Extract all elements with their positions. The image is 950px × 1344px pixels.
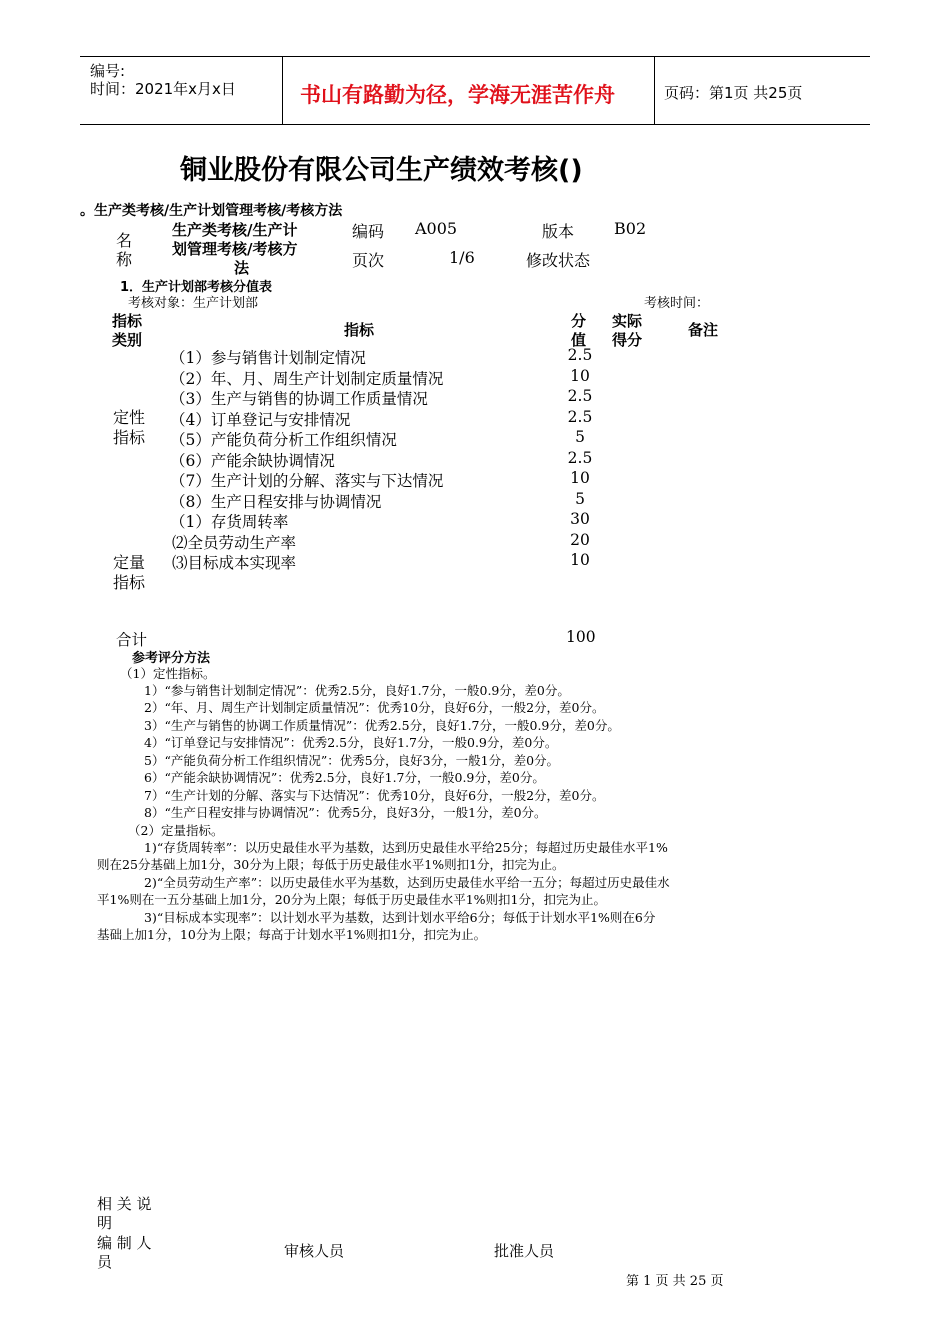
method-qualitative-item: 3）“生产与销售的协调工作质量情况”：优秀2.5分，良好1.7分，一般0.9分，差0分。 — [144, 718, 620, 733]
table-row-name: （4）订单登记与安排情况 — [170, 411, 351, 429]
approver-label: 批准人员 — [494, 1242, 555, 1260]
assessment-time-label: 考核时间： — [644, 296, 710, 311]
meta-code-label: 编码 — [352, 222, 385, 241]
method-qualitative-item: 1）“参与销售计划制定情况”：优秀2.5分，良好1.7分，一般0.9分，差0分。 — [144, 683, 570, 698]
table-row-name: （1）参与销售计划制定情况 — [170, 349, 366, 367]
related-notes-label-2: 明 — [97, 1214, 113, 1232]
method-quantitative-item-line2: 平1%则在一五分基础上加1分，20分为上限；每低于历史最佳水平1%则扣1分，扣完为止。 — [97, 892, 606, 907]
table-row-name: （3）生产与销售的协调工作质量情况 — [170, 390, 428, 408]
table-row-score: 10 — [570, 469, 590, 487]
col-actual-1: 实际 — [612, 312, 643, 330]
col-score-1: 分 — [571, 312, 587, 330]
category-qualitative-2: 指标 — [113, 428, 146, 447]
reviewer-label: 审核人员 — [284, 1242, 345, 1260]
table-row-score: 2.5 — [567, 408, 593, 426]
method-quantitative-heading: （2）定量指标。 — [128, 823, 224, 838]
col-score-2: 值 — [571, 331, 587, 349]
header-motto: 书山有路勤为径，学海无涯苦作舟 — [300, 83, 615, 107]
method-quantitative-item-line2: 基础上加1分，10分为上限；每高于计划水平1%则扣1分，扣完为止。 — [97, 927, 487, 942]
document-title: 铜业股份有限公司生产绩效考核() — [180, 155, 583, 186]
table-row-score: 2.5 — [567, 387, 593, 405]
method-qualitative-item: 5）“产能负荷分析工作组织情况”：优秀5分，良好3分，一般1分，差0分。 — [144, 753, 560, 768]
meta-page-label: 页次 — [352, 251, 385, 270]
meta-name-label-1: 名 — [116, 231, 133, 250]
category-qualitative-1: 定性 — [113, 408, 146, 427]
header-page-number: 页码：第1页 共25页 — [664, 84, 803, 102]
table-row-name: （5）产能负荷分析工作组织情况 — [170, 431, 397, 449]
method-qualitative-item: 4）“订单登记与安排情况”：优秀2.5分，良好1.7分，一般0.9分，差0分。 — [144, 735, 558, 750]
meta-name-label-2: 称 — [116, 250, 133, 269]
table-row-name: （7）生产计划的分解、落实与下达情况 — [170, 472, 444, 490]
total-score: 100 — [566, 628, 596, 646]
method-quantitative-item-line1: 3)“目标成本实现率”：以计划水平为基数，达到计划水平给6分；每低于计划水平1%则在6分 — [144, 910, 656, 925]
col-actual-2: 得分 — [612, 331, 643, 349]
method-qualitative-item: 6）“产能余缺协调情况”：优秀2.5分，良好1.7分，一般0.9分，差0分。 — [144, 770, 545, 785]
category-quantitative-2: 指标 — [113, 573, 146, 592]
meta-version-value: B02 — [614, 219, 647, 238]
header-top-rule — [80, 56, 870, 57]
table-row-name: （2）年、月、周生产计划制定质量情况 — [170, 370, 444, 388]
table-row-name: （8）生产日程安排与协调情况 — [170, 493, 382, 511]
col-category-2: 类别 — [112, 331, 143, 349]
col-remark: 备注 — [688, 321, 719, 339]
meta-name-value-3: 法 — [234, 259, 250, 277]
table-row-name: ⑵全员劳动生产率 — [172, 534, 297, 552]
table-row-score: 5 — [575, 428, 585, 446]
assessment-object: 考核对象：生产计划部 — [128, 296, 259, 311]
table-row-score: 30 — [570, 510, 590, 528]
table-title: 1．生产计划部考核分值表 — [120, 280, 273, 295]
header-divider-left — [282, 56, 283, 125]
method-quantitative-item-line1: 1)“存货周转率”：以历史最佳水平为基数，达到历史最佳水平给25分；每超过历史最佳水平1% — [144, 840, 668, 855]
footer-page-number: 第 1 页 共 25 页 — [626, 1274, 724, 1289]
table-row-name: （6）产能余缺协调情况 — [170, 452, 335, 470]
serial-label: 编号: — [90, 62, 126, 80]
meta-code-value: A005 — [415, 219, 458, 238]
method-qualitative-heading: （1）定性指标。 — [120, 666, 216, 681]
category-quantitative-1: 定量 — [113, 553, 146, 572]
meta-status-label: 修改状态 — [526, 251, 591, 270]
table-row-score: 2.5 — [567, 346, 593, 364]
method-heading: 参考评分方法 — [132, 651, 211, 666]
table-row-name: ⑶目标成本实现率 — [172, 554, 297, 572]
col-indicator: 指标 — [344, 321, 375, 339]
author-label-1: 编 制 人 — [97, 1234, 152, 1252]
meta-page-value: 1/6 — [449, 248, 475, 267]
total-label: 合计 — [116, 631, 148, 649]
date-label: 时间：2021年x月x日 — [90, 80, 236, 98]
table-row-score: 5 — [575, 490, 585, 508]
section-breadcrumb: 。生产类考核/生产计划管理考核/考核方法 — [80, 203, 343, 219]
related-notes-label-1: 相 关 说 — [97, 1195, 152, 1213]
method-qualitative-item: 2）“年、月、周生产计划制定质量情况”：优秀10分，良好6分，一般2分，差0分。 — [144, 700, 605, 715]
method-quantitative-item-line2: 则在25分基础上加1分，30分为上限；每低于历史最佳水平1%则扣1分，扣完为止。 — [97, 857, 565, 872]
table-row-score: 2.5 — [567, 449, 593, 467]
meta-name-value-1: 生产类考核/生产计 — [172, 221, 298, 239]
method-qualitative-item: 8）“生产日程安排与协调情况”：优秀5分，良好3分，一般1分，差0分。 — [144, 805, 547, 820]
author-label-2: 员 — [97, 1253, 113, 1271]
table-row-name: （1）存货周转率 — [170, 513, 289, 531]
meta-name-value-2: 划管理考核/考核方 — [172, 240, 298, 258]
meta-version-label: 版本 — [542, 222, 575, 241]
table-row-score: 10 — [570, 367, 590, 385]
header-bottom-rule — [80, 124, 870, 125]
method-qualitative-item: 7）“生产计划的分解、落实与下达情况”：优秀10分，良好6分，一般2分，差0分。 — [144, 788, 605, 803]
method-quantitative-item-line1: 2)“全员劳动生产率”：以历史最佳水平为基数，达到历史最佳水平给一五分；每超过历史最佳水 — [144, 875, 670, 890]
header-divider-right — [654, 56, 655, 125]
table-row-score: 20 — [570, 531, 590, 549]
table-row-score: 10 — [570, 551, 590, 569]
col-category-1: 指标 — [112, 312, 143, 330]
